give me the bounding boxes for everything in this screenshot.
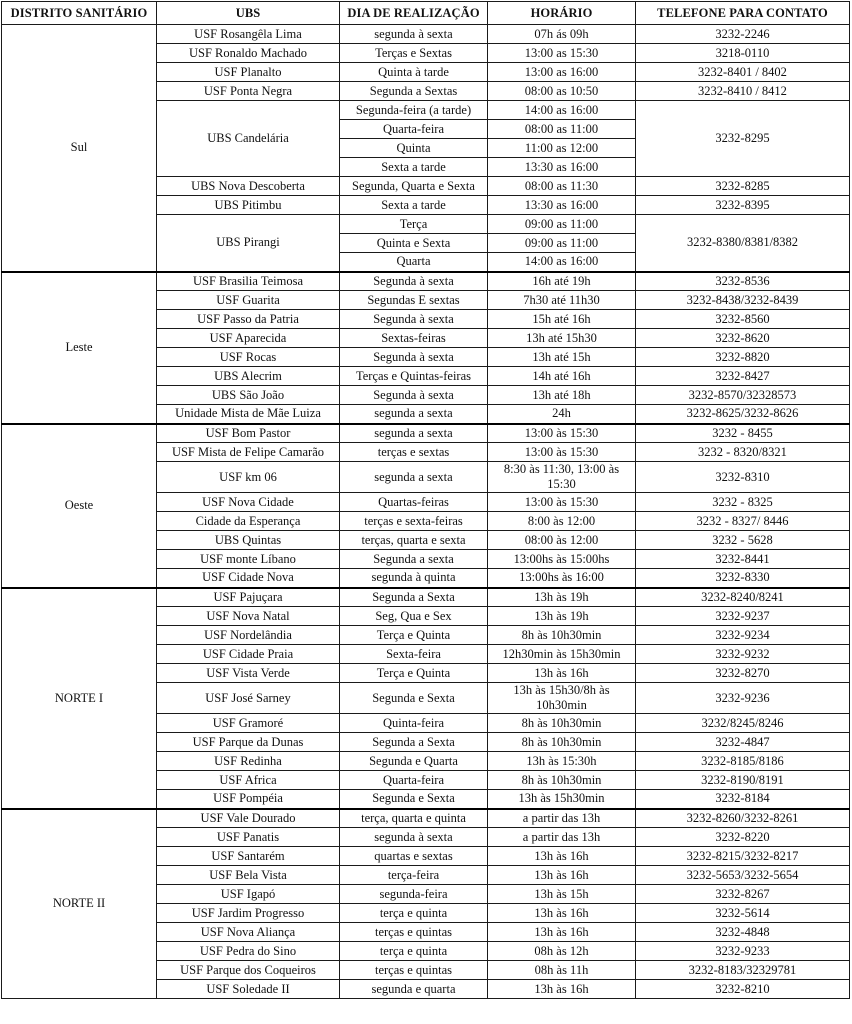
day-cell: Segunda à sexta bbox=[340, 348, 488, 367]
ubs-name-cell: USF Ronaldo Machado bbox=[157, 44, 340, 63]
ubs-name-cell: USF monte Líbano bbox=[157, 550, 340, 569]
ubs-name-cell: USF Rosangêla Lima bbox=[157, 25, 340, 44]
schedule-body bbox=[2, 25, 850, 999]
hours-cell: 13h às 16h bbox=[488, 904, 636, 923]
phone-cell: 3232-8220 bbox=[636, 828, 850, 847]
ubs-name-cell: USF Gramoré bbox=[157, 714, 340, 733]
ubs-name-cell: USF Cidade Nova bbox=[157, 569, 340, 588]
district-column-header: DISTRITO SANITÁRIO bbox=[2, 2, 157, 25]
phone-cell: 3232 - 8455 bbox=[636, 424, 850, 443]
hours-cell: 8h às 10h30min bbox=[488, 733, 636, 752]
ubs-name-cell: USF Mista de Felipe Camarão bbox=[157, 443, 340, 462]
phone-cell: 3218-0110 bbox=[636, 44, 850, 63]
hours-cell: 07h ás 09h bbox=[488, 25, 636, 44]
phone-cell: 3232 - 5628 bbox=[636, 531, 850, 550]
phone-cell: 3232-8395 bbox=[636, 196, 850, 215]
ubs-name-cell: UBS Nova Descoberta bbox=[157, 177, 340, 196]
ubs-name-cell: USF Passo da Patria bbox=[157, 310, 340, 329]
ubs-name-cell: USF Rocas bbox=[157, 348, 340, 367]
day-cell: terça, quarta e quinta bbox=[340, 809, 488, 828]
phone-cell: 3232-8285 bbox=[636, 177, 850, 196]
ubs-name-cell: USF Panatis bbox=[157, 828, 340, 847]
ubs-name-cell: USF Planalto bbox=[157, 63, 340, 82]
hours-cell: 13:00 às 15:30 bbox=[488, 493, 636, 512]
district-cell: NORTE II bbox=[2, 809, 157, 999]
hours-cell: 13:00hs às 15:00hs bbox=[488, 550, 636, 569]
phone-cell: 3232-8410 / 8412 bbox=[636, 82, 850, 101]
day-cell: Segunda a sexta bbox=[340, 550, 488, 569]
phone-cell: 3232-8260/3232-8261 bbox=[636, 809, 850, 828]
hours-cell: 13:30 as 16:00 bbox=[488, 158, 636, 177]
hours-cell: 15h até 16h bbox=[488, 310, 636, 329]
phone-cell: 3232-8270 bbox=[636, 664, 850, 683]
hours-cell: 7h30 até 11h30 bbox=[488, 291, 636, 310]
phone-cell: 3232 - 8325 bbox=[636, 493, 850, 512]
phone-cell: 3232-8267 bbox=[636, 885, 850, 904]
phone-cell: 3232-8820 bbox=[636, 348, 850, 367]
day-cell: segunda à sexta bbox=[340, 828, 488, 847]
day-cell: Terça e Quinta bbox=[340, 626, 488, 645]
phone-column-header: TELEFONE PARA CONTATO bbox=[636, 2, 850, 25]
phone-cell: 3232-8441 bbox=[636, 550, 850, 569]
ubs-name-cell: USF Brasilia Teimosa bbox=[157, 272, 340, 291]
hours-cell: 13h às 16h bbox=[488, 664, 636, 683]
hours-cell: 13h às 16h bbox=[488, 847, 636, 866]
day-cell: Sexta a tarde bbox=[340, 196, 488, 215]
phone-cell: 3232-8210 bbox=[636, 980, 850, 999]
ubs-name-cell: USF Parque dos Coqueiros bbox=[157, 961, 340, 980]
ubs-name-cell: USF Aparecida bbox=[157, 329, 340, 348]
ubs-name-cell: USF Redinha bbox=[157, 752, 340, 771]
day-cell: terça e quinta bbox=[340, 904, 488, 923]
hours-cell: 13:30 as 16:00 bbox=[488, 196, 636, 215]
hours-cell: 08h às 12h bbox=[488, 942, 636, 961]
day-cell: Quinta à tarde bbox=[340, 63, 488, 82]
hours-cell: 13h até 15h bbox=[488, 348, 636, 367]
hours-cell: 13h às 15h bbox=[488, 885, 636, 904]
day-cell: terças e sexta-feiras bbox=[340, 512, 488, 531]
day-cell: Quinta bbox=[340, 139, 488, 158]
hours-cell: 13h às 16h bbox=[488, 866, 636, 885]
hours-cell: 08:00 as 11:00 bbox=[488, 120, 636, 139]
ubs-name-cell: USF Pompéia bbox=[157, 790, 340, 809]
table-row bbox=[2, 809, 850, 828]
hours-cell: 13h às 15h30min bbox=[488, 790, 636, 809]
ubs-name-cell: USF Pajuçara bbox=[157, 588, 340, 607]
phone-cell: 3232-8295 bbox=[636, 101, 850, 177]
vaccination-schedule-table bbox=[1, 1, 850, 999]
day-cell: terça-feira bbox=[340, 866, 488, 885]
phone-cell: 3232-9232 bbox=[636, 645, 850, 664]
day-cell: terças, quarta e sexta bbox=[340, 531, 488, 550]
table-row bbox=[2, 424, 850, 443]
day-cell: Segunda-feira (a tarde) bbox=[340, 101, 488, 120]
day-cell: Segundas E sextas bbox=[340, 291, 488, 310]
day-cell: terças e quintas bbox=[340, 961, 488, 980]
hours-cell: 08:00 as 11:30 bbox=[488, 177, 636, 196]
phone-cell: 3232-8620 bbox=[636, 329, 850, 348]
day-cell: Segunda à sexta bbox=[340, 386, 488, 405]
district-cell: Leste bbox=[2, 272, 157, 424]
day-cell: Segunda a Sextas bbox=[340, 82, 488, 101]
phone-cell: 3232-9234 bbox=[636, 626, 850, 645]
day-cell: Terça e Quinta bbox=[340, 664, 488, 683]
day-cell: segunda a sexta bbox=[340, 405, 488, 424]
day-cell: Segunda e Sexta bbox=[340, 683, 488, 714]
day-cell: Segunda à sexta bbox=[340, 272, 488, 291]
day-cell: Seg, Qua e Sex bbox=[340, 607, 488, 626]
ubs-name-cell: UBS Pirangi bbox=[157, 215, 340, 272]
phone-cell: 3232-9237 bbox=[636, 607, 850, 626]
ubs-name-cell: USF Cidade Praia bbox=[157, 645, 340, 664]
hours-cell: 14:00 as 16:00 bbox=[488, 101, 636, 120]
hours-cell: 08:00 às 12:00 bbox=[488, 531, 636, 550]
hours-cell: 13:00 às 15:30 bbox=[488, 424, 636, 443]
ubs-name-cell: USF Santarém bbox=[157, 847, 340, 866]
ubs-column-header: UBS bbox=[157, 2, 340, 25]
day-cell: Quinta e Sexta bbox=[340, 234, 488, 253]
day-cell: segunda e quarta bbox=[340, 980, 488, 999]
hours-cell: 12h30min às 15h30min bbox=[488, 645, 636, 664]
phone-cell: 3232-8184 bbox=[636, 790, 850, 809]
ubs-name-cell: USF Igapó bbox=[157, 885, 340, 904]
phone-cell: 3232-2246 bbox=[636, 25, 850, 44]
phone-cell: 3232-8625/3232-8626 bbox=[636, 405, 850, 424]
ubs-name-cell: USF Pedra do Sino bbox=[157, 942, 340, 961]
day-cell: segunda a sexta bbox=[340, 462, 488, 493]
hours-cell: 13:00 às 15:30 bbox=[488, 443, 636, 462]
day-cell: Segunda e Quarta bbox=[340, 752, 488, 771]
district-cell: Oeste bbox=[2, 424, 157, 588]
table-row bbox=[2, 588, 850, 607]
ubs-name-cell: USF Ponta Negra bbox=[157, 82, 340, 101]
ubs-name-cell: USF Soledade II bbox=[157, 980, 340, 999]
phone-cell: 3232-8570/32328573 bbox=[636, 386, 850, 405]
hours-cell: 09:00 as 11:00 bbox=[488, 215, 636, 234]
hours-cell: 8h às 10h30min bbox=[488, 626, 636, 645]
day-cell: Segunda a Sexta bbox=[340, 588, 488, 607]
day-cell: segunda à sexta bbox=[340, 25, 488, 44]
phone-cell: 3232-8190/8191 bbox=[636, 771, 850, 790]
hours-column-header: HORÁRIO bbox=[488, 2, 636, 25]
phone-cell: 3232-8310 bbox=[636, 462, 850, 493]
day-cell: Terça bbox=[340, 215, 488, 234]
hours-cell: 13h às 16h bbox=[488, 923, 636, 942]
ubs-name-cell: UBS Alecrim bbox=[157, 367, 340, 386]
hours-cell: a partir das 13h bbox=[488, 828, 636, 847]
phone-cell: 3232-5614 bbox=[636, 904, 850, 923]
hours-cell: 13h às 19h bbox=[488, 588, 636, 607]
ubs-name-cell: Unidade Mista de Mãe Luiza bbox=[157, 405, 340, 424]
ubs-name-cell: USF Bela Vista bbox=[157, 866, 340, 885]
hours-cell: 8:00 às 12:00 bbox=[488, 512, 636, 531]
phone-cell: 3232-4847 bbox=[636, 733, 850, 752]
day-cell: Quartas-feiras bbox=[340, 493, 488, 512]
day-cell: Quarta bbox=[340, 253, 488, 272]
hours-cell: 8:30 às 11:30, 13:00 às 15:30 bbox=[488, 462, 636, 493]
phone-cell: 3232-8185/8186 bbox=[636, 752, 850, 771]
ubs-name-cell: USF Vale Dourado bbox=[157, 809, 340, 828]
hours-cell: 13h às 15h30/8h às 10h30min bbox=[488, 683, 636, 714]
phone-cell: 3232 - 8327/ 8446 bbox=[636, 512, 850, 531]
day-cell: terças e sextas bbox=[340, 443, 488, 462]
ubs-name-cell: USF José Sarney bbox=[157, 683, 340, 714]
hours-cell: 24h bbox=[488, 405, 636, 424]
ubs-name-cell: USF km 06 bbox=[157, 462, 340, 493]
phone-cell: 3232-8183/32329781 bbox=[636, 961, 850, 980]
hours-cell: 13:00 as 16:00 bbox=[488, 63, 636, 82]
day-cell: quartas e sextas bbox=[340, 847, 488, 866]
hours-cell: 13:00 as 15:30 bbox=[488, 44, 636, 63]
day-cell: terça e quinta bbox=[340, 942, 488, 961]
day-cell: terças e quintas bbox=[340, 923, 488, 942]
phone-cell: 3232-8427 bbox=[636, 367, 850, 386]
day-cell: Segunda, Quarta e Sexta bbox=[340, 177, 488, 196]
header-row bbox=[2, 2, 850, 25]
table-row bbox=[2, 272, 850, 291]
hours-cell: 13h até 18h bbox=[488, 386, 636, 405]
day-cell: Quinta-feira bbox=[340, 714, 488, 733]
day-cell: Segunda à sexta bbox=[340, 310, 488, 329]
ubs-name-cell: Cidade da Esperança bbox=[157, 512, 340, 531]
day-cell: segunda à quinta bbox=[340, 569, 488, 588]
ubs-name-cell: UBS Candelária bbox=[157, 101, 340, 177]
phone-cell: 3232-9236 bbox=[636, 683, 850, 714]
day-cell: Segunda a Sexta bbox=[340, 733, 488, 752]
phone-cell: 3232-8536 bbox=[636, 272, 850, 291]
hours-cell: 13h às 16h bbox=[488, 980, 636, 999]
schedule-sheet bbox=[1, 1, 850, 999]
phone-cell: 3232/8245/8246 bbox=[636, 714, 850, 733]
phone-cell: 3232-8380/8381/8382 bbox=[636, 215, 850, 272]
ubs-name-cell: USF Bom Pastor bbox=[157, 424, 340, 443]
table-row bbox=[2, 25, 850, 44]
phone-cell: 3232-8240/8241 bbox=[636, 588, 850, 607]
day-column-header: DIA DE REALIZAÇÃO bbox=[340, 2, 488, 25]
ubs-name-cell: UBS São João bbox=[157, 386, 340, 405]
ubs-name-cell: USF Africa bbox=[157, 771, 340, 790]
ubs-name-cell: USF Nova Aliança bbox=[157, 923, 340, 942]
phone-cell: 3232-8215/3232-8217 bbox=[636, 847, 850, 866]
phone-cell: 3232-8560 bbox=[636, 310, 850, 329]
phone-cell: 3232-4848 bbox=[636, 923, 850, 942]
hours-cell: 13:00hs às 16:00 bbox=[488, 569, 636, 588]
hours-cell: 14h até 16h bbox=[488, 367, 636, 386]
phone-cell: 3232 - 8320/8321 bbox=[636, 443, 850, 462]
hours-cell: 08:00 as 10:50 bbox=[488, 82, 636, 101]
hours-cell: 13h até 15h30 bbox=[488, 329, 636, 348]
day-cell: Terças e Quintas-feiras bbox=[340, 367, 488, 386]
hours-cell: 14:00 as 16:00 bbox=[488, 253, 636, 272]
hours-cell: a partir das 13h bbox=[488, 809, 636, 828]
hours-cell: 08h às 11h bbox=[488, 961, 636, 980]
ubs-name-cell: USF Guarita bbox=[157, 291, 340, 310]
day-cell: Sexta a tarde bbox=[340, 158, 488, 177]
hours-cell: 09:00 as 11:00 bbox=[488, 234, 636, 253]
hours-cell: 8h às 10h30min bbox=[488, 771, 636, 790]
ubs-name-cell: USF Vista Verde bbox=[157, 664, 340, 683]
hours-cell: 13h às 15:30h bbox=[488, 752, 636, 771]
day-cell: Sexta-feira bbox=[340, 645, 488, 664]
phone-cell: 3232-9233 bbox=[636, 942, 850, 961]
phone-cell: 3232-8438/3232-8439 bbox=[636, 291, 850, 310]
day-cell: Quarta-feira bbox=[340, 120, 488, 139]
district-cell: NORTE I bbox=[2, 588, 157, 809]
day-cell: Terças e Sextas bbox=[340, 44, 488, 63]
ubs-name-cell: USF Nova Cidade bbox=[157, 493, 340, 512]
district-cell: Sul bbox=[2, 25, 157, 272]
ubs-name-cell: UBS Pitimbu bbox=[157, 196, 340, 215]
day-cell: Quarta-feira bbox=[340, 771, 488, 790]
day-cell: segunda a sexta bbox=[340, 424, 488, 443]
day-cell: Segunda e Sexta bbox=[340, 790, 488, 809]
phone-cell: 3232-8330 bbox=[636, 569, 850, 588]
ubs-name-cell: USF Nova Natal bbox=[157, 607, 340, 626]
day-cell: Sextas-feiras bbox=[340, 329, 488, 348]
hours-cell: 8h às 10h30min bbox=[488, 714, 636, 733]
hours-cell: 11:00 as 12:00 bbox=[488, 139, 636, 158]
day-cell: segunda-feira bbox=[340, 885, 488, 904]
hours-cell: 13h às 19h bbox=[488, 607, 636, 626]
ubs-name-cell: UBS Quintas bbox=[157, 531, 340, 550]
phone-cell: 3232-5653/3232-5654 bbox=[636, 866, 850, 885]
ubs-name-cell: USF Parque da Dunas bbox=[157, 733, 340, 752]
phone-cell: 3232-8401 / 8402 bbox=[636, 63, 850, 82]
hours-cell: 16h até 19h bbox=[488, 272, 636, 291]
ubs-name-cell: USF Jardim Progresso bbox=[157, 904, 340, 923]
ubs-name-cell: USF Nordelândia bbox=[157, 626, 340, 645]
